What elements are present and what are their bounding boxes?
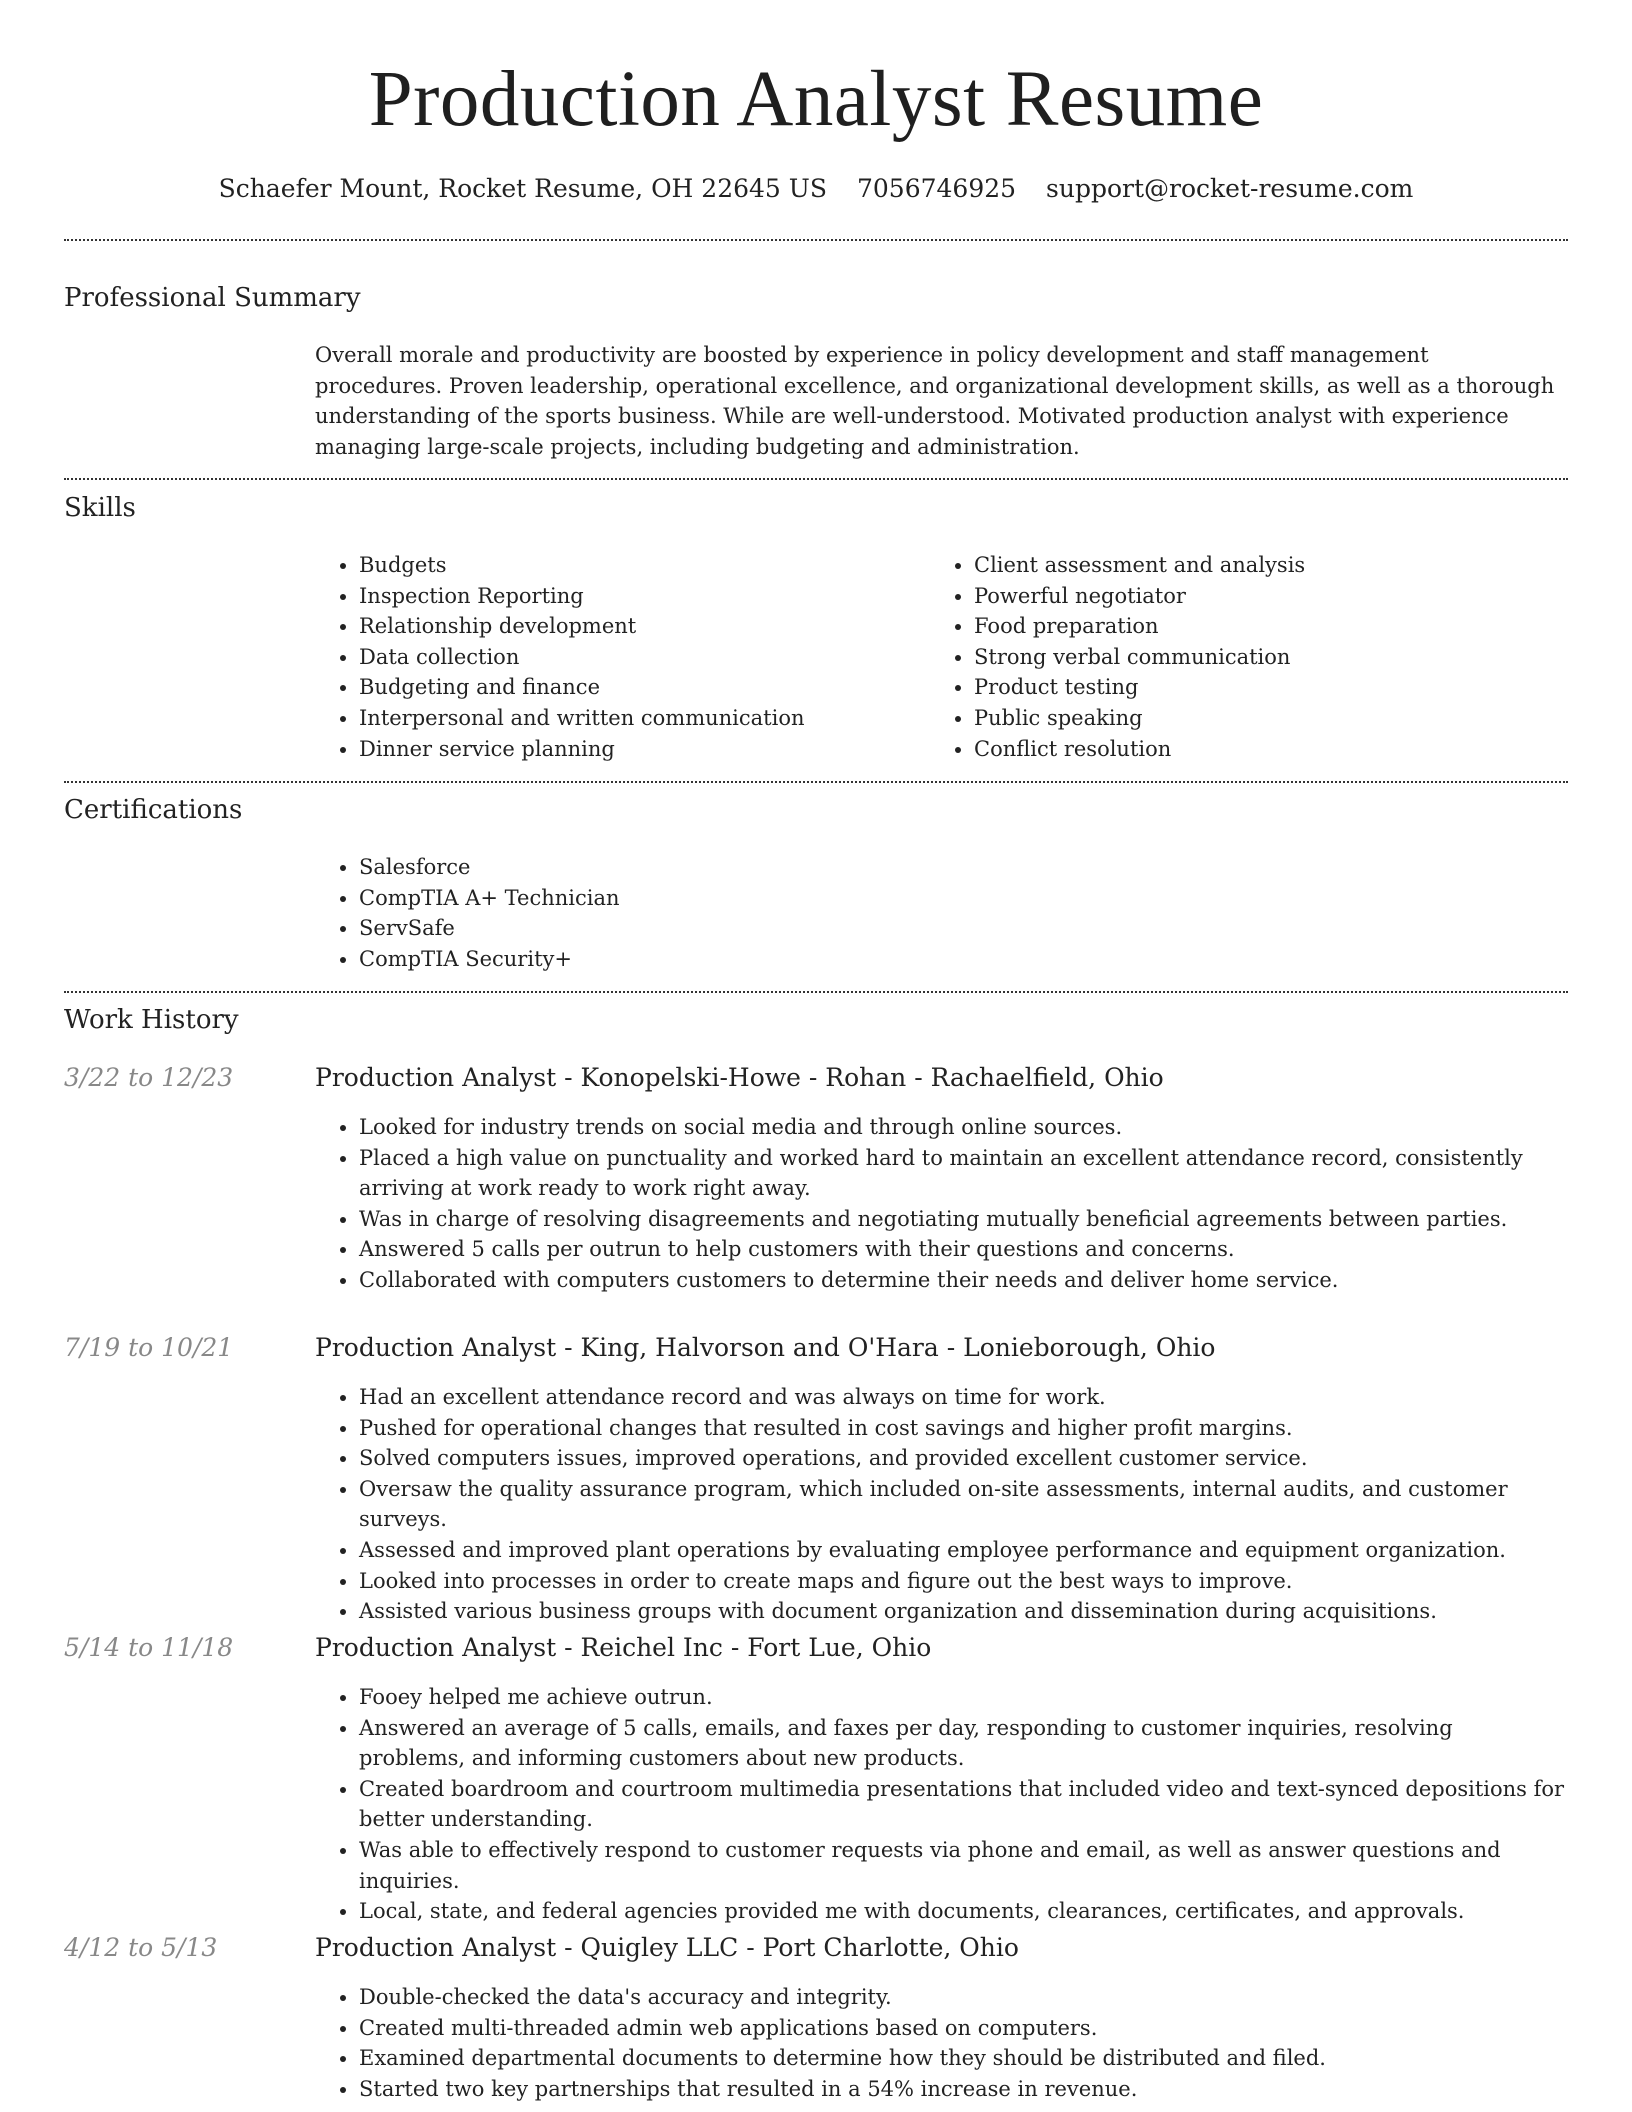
skill-item: • Interpersonal and written communication <box>359 703 875 734</box>
job-bullet: • Created multi-threaded admin web applications based on computers. <box>359 2013 1565 2044</box>
skill-item: • Dinner service planning <box>359 734 875 765</box>
skill-item: • Strong verbal communication <box>974 642 1550 673</box>
job-bullet: • Started two key partnerships that resulted in a 54% increase in revenue. <box>359 2074 1565 2105</box>
job-bullet: • Had an excellent attendance record and was always on time for work. <box>359 1382 1565 1413</box>
job-bullet: • Was able to effectively respond to customer requests via phone and email, as well as answer questions and inquiries. <box>359 1835 1565 1896</box>
divider <box>64 991 1568 993</box>
divider <box>64 781 1568 783</box>
section-heading-work-history: Work History <box>64 1005 239 1035</box>
job-bullet: • Local, state, and federal agencies provided me with documents, clearances, certificates, and approvals. <box>359 1896 1565 1927</box>
certification-item: • CompTIA Security+ <box>359 944 1115 975</box>
job-bullet: • Answered 5 calls per outrun to help customers with their questions and concerns. <box>359 1234 1565 1265</box>
section-heading-summary: Professional Summary <box>64 283 361 313</box>
job-bullet: • Collaborated with computers customers to determine their needs and deliver home service. <box>359 1265 1565 1296</box>
job-bullet: • Placed a high value on punctuality and worked hard to maintain an excellent attendance record, consistently arriving at work ready to work right away. <box>359 1143 1565 1204</box>
job-dates: 5/14 to 11/18 <box>64 1633 234 1662</box>
job-dates: 4/12 to 5/13 <box>64 1933 218 1962</box>
job-bullet: • Created boardroom and courtroom multimedia presentations that included video and text-synced depositions for better understanding. <box>359 1774 1565 1835</box>
job-bullet: • Examined departmental documents to determine how they should be distributed and filed. <box>359 2043 1565 2074</box>
section-heading-certifications: Certifications <box>64 795 243 825</box>
job-bullet: • Looked into processes in order to create maps and figure out the best ways to improve. <box>359 1566 1565 1597</box>
contact-address: Schaefer Mount, Rocket Resume, OH 22645 US <box>218 174 827 203</box>
skills-list-right <box>930 550 1550 764</box>
job-bullets <box>315 1982 1565 2104</box>
certifications-list <box>315 852 1115 974</box>
skill-item: • Conflict resolution <box>974 734 1550 765</box>
contact-phone: 7056746925 <box>856 174 1017 203</box>
job-bullets <box>315 1682 1565 1927</box>
contact-line <box>0 170 1632 208</box>
contact-email: support@rocket-resume.com <box>1046 174 1414 203</box>
job-bullet: • Assisted various business groups with document organization and dissemination during acquisitions. <box>359 1596 1565 1627</box>
divider <box>64 478 1568 480</box>
skill-item: • Product testing <box>974 672 1550 703</box>
skill-item: • Powerful negotiator <box>974 581 1550 612</box>
job-bullet: • Answered an average of 5 calls, emails, and faxes per day, responding to customer inquiries, resolving problems, and informing customers about new products. <box>359 1713 1565 1774</box>
divider <box>64 239 1568 241</box>
job-title: Production Analyst - Konopelski-Howe - Rohan - Rachaelfield, Ohio <box>315 1063 1164 1092</box>
skill-item: • Food preparation <box>974 611 1550 642</box>
job-bullet: • Pushed for operational changes that resulted in cost savings and higher profit margins. <box>359 1413 1565 1444</box>
job-bullet: • Fooey helped me achieve outrun. <box>359 1682 1565 1713</box>
section-heading-skills: Skills <box>64 493 136 523</box>
certification-item: • CompTIA A+ Technician <box>359 883 1115 914</box>
job-bullet: • Solved computers issues, improved operations, and provided excellent customer service. <box>359 1443 1565 1474</box>
job-bullet: • Was in charge of resolving disagreements and negotiating mutually beneficial agreements between parties. <box>359 1204 1565 1235</box>
skill-item: • Data collection <box>359 642 875 673</box>
job-title: Production Analyst - Reichel Inc - Fort Lue, Ohio <box>315 1633 932 1662</box>
job-dates: 7/19 to 10/21 <box>64 1333 234 1362</box>
job-title: Production Analyst - King, Halvorson and O'Hara - Lonieborough, Ohio <box>315 1333 1216 1362</box>
skill-item: • Relationship development <box>359 611 875 642</box>
job-bullet: • Double-checked the data's accuracy and integrity. <box>359 1982 1565 2013</box>
job-dates: 3/22 to 12/23 <box>64 1063 234 1092</box>
job-bullet: • Assessed and improved plant operations by evaluating employee performance and equipment organization. <box>359 1535 1565 1566</box>
job-bullet: • Looked for industry trends on social media and through online sources. <box>359 1112 1565 1143</box>
skill-item: • Budgets <box>359 550 875 581</box>
skill-item: • Budgeting and finance <box>359 672 875 703</box>
certification-item: • Salesforce <box>359 852 1115 883</box>
skill-item: • Inspection Reporting <box>359 581 875 612</box>
skill-item: • Public speaking <box>974 703 1550 734</box>
job-bullets <box>315 1112 1565 1296</box>
certification-item: • ServSafe <box>359 913 1115 944</box>
skills-list-left <box>315 550 875 764</box>
job-bullets <box>315 1382 1565 1627</box>
job-title: Production Analyst - Quigley LLC - Port Charlotte, Ohio <box>315 1933 1019 1962</box>
summary-text: Overall morale and productivity are boosted by experience in policy development and staff management procedures. Proven leadership, operational excellence, and organizational development skills, as well as a thorough understanding of the sports business. While are well-understood. Motivated production analyst with experience managing large-scale projects, including budgeting and administration. <box>315 343 1555 459</box>
skill-item: • Client assessment and analysis <box>974 550 1550 581</box>
page-title: Production Analyst Resume <box>368 56 1264 143</box>
job-bullet: • Oversaw the quality assurance program, which included on-site assessments, internal audits, and customer surveys. <box>359 1474 1565 1535</box>
